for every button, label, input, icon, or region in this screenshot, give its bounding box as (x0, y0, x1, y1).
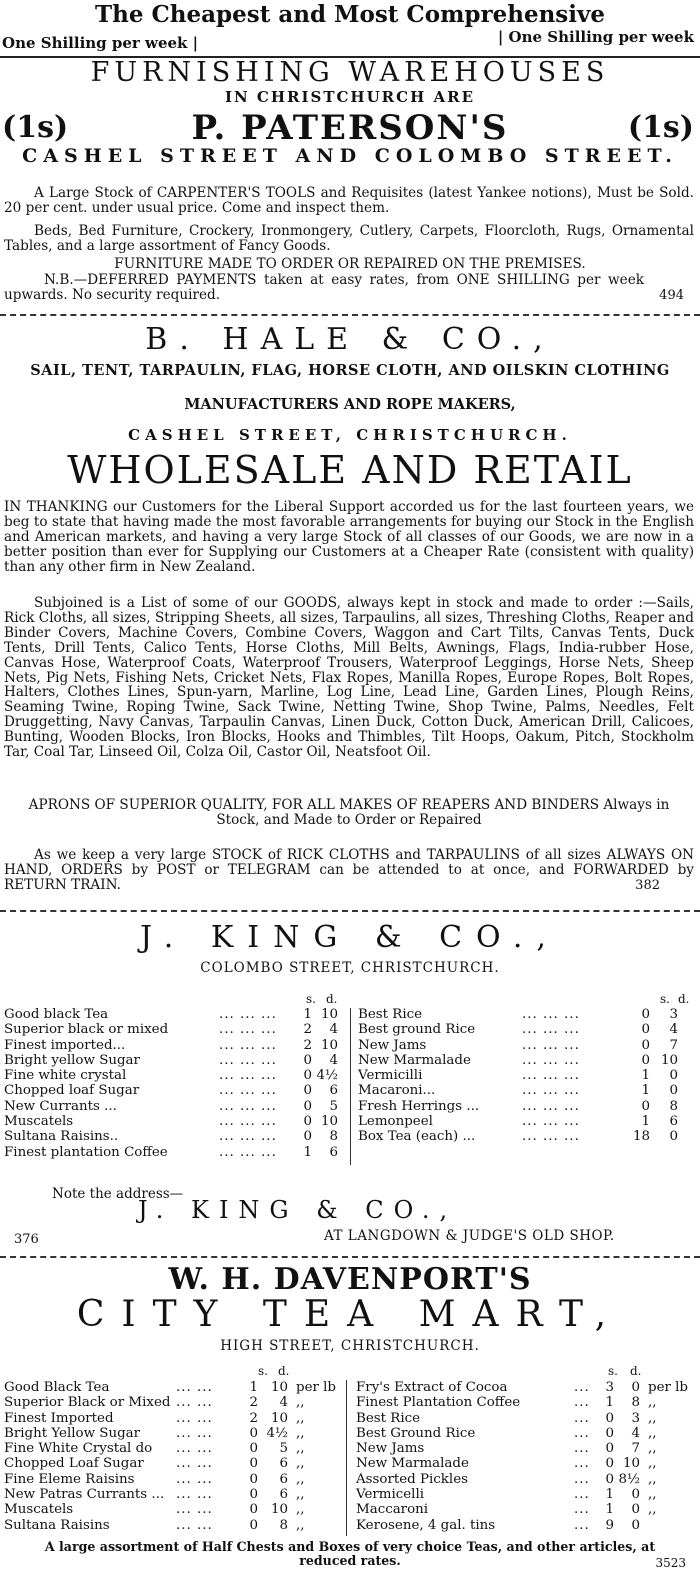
price-unit: ,, (296, 1410, 305, 1426)
price-shillings: 0 (249, 1502, 258, 1518)
king-col-s-right: s. (660, 992, 670, 1006)
item-name: Best Ground Rice (356, 1425, 476, 1441)
item-name: New Currants ... (4, 1098, 117, 1114)
davenport-col-d-left: d. (278, 1364, 290, 1378)
price-pence: 8 (329, 1129, 338, 1145)
price-row (4, 1129, 348, 1144)
price-row (358, 1007, 698, 1022)
price-row (4, 1114, 348, 1129)
davenport-col-s-right: s. (608, 1364, 618, 1378)
price-pence: 0 (631, 1380, 640, 1395)
price-pence: 6 (279, 1487, 288, 1503)
paterson-address: CASHEL STREET AND COLOMBO STREET. (22, 145, 678, 167)
price-unit: ,, (296, 1441, 305, 1457)
divider (0, 314, 700, 316)
paterson-badge-left: (1s) (2, 110, 69, 145)
leader-dots: ... ... ... (219, 1068, 277, 1084)
price-shillings: 1 (641, 1083, 650, 1099)
item-name: Superior Black or Mixed (4, 1395, 171, 1411)
price-pence: 5 (329, 1098, 338, 1114)
king-col-d-right: d. (678, 992, 690, 1006)
davenport-right-list (356, 1380, 698, 1533)
item-name: New Patras Currants ... (4, 1487, 165, 1503)
item-name: Lemonpeel (358, 1114, 433, 1130)
paterson-subtitle: IN CHRISTCHURCH ARE (224, 88, 476, 106)
davenport-address: HIGH STREET, CHRISTCHURCH. (220, 1338, 480, 1354)
price-row (358, 1038, 698, 1053)
leader-dots: ... ... ... (522, 1083, 580, 1099)
price-shillings: 0 (303, 1114, 312, 1130)
price-shillings: 1 (605, 1487, 614, 1503)
leader-dots: ... ... ... (219, 1022, 277, 1038)
davenport-title: CITY TEA MART, (76, 1294, 624, 1335)
price-pence: 10 (320, 1007, 338, 1022)
price-row (356, 1472, 698, 1487)
price-shillings: 2 (303, 1022, 312, 1038)
price-row (356, 1502, 698, 1517)
item-name: Bright Yellow Sugar (4, 1425, 141, 1441)
price-row (358, 1022, 698, 1037)
price-row (356, 1487, 698, 1502)
hale-name: B. HALE & CO., (145, 322, 555, 357)
leader-dots: ... (574, 1425, 590, 1441)
price-pence: 4 (631, 1425, 640, 1441)
price-unit: ,, (296, 1395, 305, 1411)
leader-dots: ... (574, 1410, 590, 1426)
paterson-price-left: One Shilling per week | (2, 34, 199, 52)
king-ref: 376 (14, 1232, 39, 1247)
price-pence: 8 (669, 1098, 678, 1114)
item-name: Vermicelli (356, 1487, 425, 1503)
price-pence: 7 (631, 1441, 640, 1457)
paterson-para-4: N.B.—DEFERRED PAYMENTS taken at easy rates, from ONE SHILLING per week upwards. No security required. (4, 272, 644, 303)
price-shillings: 0 (605, 1441, 614, 1457)
price-row (4, 1502, 344, 1517)
price-unit: per lb (296, 1380, 337, 1395)
leader-dots: ... ... ... (219, 1114, 277, 1130)
item-name: Kerosene, 4 gal. tins (356, 1517, 496, 1533)
price-shillings: 0 (605, 1425, 614, 1441)
price-pence: 8½ (618, 1471, 640, 1487)
paterson-para-1: A Large Stock of CARPENTER'S TOOLS and Requisites (latest Yankee notions), Must be Sold. 20 per cent. under usual price. Come and inspect them. (4, 185, 694, 216)
price-row (4, 1411, 344, 1426)
price-pence: 6 (669, 1114, 678, 1130)
price-row (4, 1145, 348, 1160)
item-name: Bright yellow Sugar (4, 1052, 140, 1068)
leader-dots: ... ... ... (522, 1022, 580, 1038)
column-divider (346, 1380, 347, 1536)
price-row (4, 1380, 344, 1395)
paterson-headline: The Cheapest and Most Comprehensive (94, 1, 605, 28)
price-pence: 7 (669, 1037, 678, 1053)
price-shillings: 0 (641, 1007, 650, 1022)
leader-dots: ... ... ... (522, 1114, 580, 1130)
paterson-badge-right: (1s) (627, 110, 694, 145)
price-row (356, 1518, 698, 1533)
price-pence: 6 (279, 1471, 288, 1487)
price-unit: ,, (648, 1410, 657, 1426)
item-name: Superior black or mixed (4, 1022, 169, 1038)
price-pence: 4 (329, 1022, 338, 1038)
price-row (358, 1099, 698, 1114)
price-unit: ,, (648, 1441, 657, 1457)
price-shillings: 0 (605, 1410, 614, 1426)
price-pence: 6 (329, 1144, 338, 1160)
price-unit: ,, (648, 1395, 657, 1411)
leader-dots: ... ... ... (522, 1098, 580, 1114)
price-pence: 0 (631, 1487, 640, 1503)
price-pence: 0 (631, 1502, 640, 1518)
price-shillings: 0 (303, 1098, 312, 1114)
price-pence: 10 (270, 1380, 288, 1395)
davenport-left-list (4, 1380, 344, 1533)
leader-dots: ... ... ... (219, 1007, 277, 1022)
price-pence: 4½ (316, 1068, 338, 1084)
price-pence: 10 (622, 1456, 640, 1472)
price-pence: 5 (279, 1441, 288, 1457)
leader-dots: ... ... (176, 1471, 213, 1487)
price-row (4, 1441, 344, 1456)
price-shillings: 0 (303, 1068, 312, 1084)
leader-dots: ... ... ... (522, 1007, 580, 1022)
price-shillings: 3 (605, 1380, 614, 1395)
price-unit: ,, (296, 1456, 305, 1472)
item-name: Best Rice (356, 1410, 421, 1426)
price-pence: 10 (270, 1502, 288, 1518)
item-name: Maccaroni (356, 1502, 429, 1518)
leader-dots: ... ... (176, 1425, 213, 1441)
price-shillings: 0 (249, 1425, 258, 1441)
price-unit: ,, (296, 1517, 305, 1533)
price-row (356, 1426, 698, 1441)
price-pence: 0 (669, 1083, 678, 1099)
leader-dots: ... ... (176, 1487, 213, 1503)
price-pence: 4 (329, 1052, 338, 1068)
price-row (356, 1441, 698, 1456)
leader-dots: ... ... ... (219, 1037, 277, 1053)
leader-dots: ... ... ... (522, 1052, 580, 1068)
price-unit: ,, (648, 1471, 657, 1487)
price-row (4, 1022, 348, 1037)
price-pence: 0 (669, 1129, 678, 1145)
price-pence: 10 (320, 1114, 338, 1130)
davenport-col-s-left: s. (258, 1364, 268, 1378)
item-name: New Marmalade (358, 1052, 471, 1068)
price-shillings: 0 (641, 1022, 650, 1038)
price-row (358, 1068, 698, 1083)
price-row (4, 1518, 344, 1533)
price-unit: ,, (648, 1425, 657, 1441)
leader-dots: ... ... ... (219, 1098, 277, 1114)
price-row (356, 1456, 698, 1471)
price-shillings: 0 (303, 1083, 312, 1099)
price-row (358, 1053, 698, 1068)
king-location: AT LANGDOWN & JUDGE'S OLD SHOP. (324, 1228, 615, 1244)
item-name: Good black Tea (4, 1007, 109, 1022)
price-shillings: 0 (641, 1098, 650, 1114)
leader-dots: ... (574, 1456, 590, 1472)
leader-dots: ... ... ... (522, 1037, 580, 1053)
price-pence: 4½ (266, 1425, 288, 1441)
item-name: Sultana Raisins.. (4, 1129, 119, 1145)
hale-para-1: IN THANKING our Customers for the Liberal Support accorded us for the last fourteen years, we beg to state that having made the most favorable arrangements for buying our Stock in the English and American markets, and having a very large Stock of all classes of our Goods, we are now in a better position than ever for Supplying our Customers at a Cheaper Rate (consistent with quality) than any other firm in New Zealand. (4, 499, 694, 575)
leader-dots: ... ... ... (219, 1144, 277, 1160)
price-row (356, 1411, 698, 1426)
king-col-s-left: s. (306, 992, 316, 1006)
leader-dots: ... ... ... (522, 1068, 580, 1084)
item-name: New Jams (356, 1441, 425, 1457)
price-row (4, 1456, 344, 1471)
item-name: Box Tea (each) ... (358, 1129, 476, 1145)
price-unit: ,, (296, 1425, 305, 1441)
item-name: Finest Imported (4, 1410, 114, 1426)
price-row (358, 1129, 698, 1144)
leader-dots: ... (574, 1395, 590, 1411)
leader-dots: ... ... (176, 1395, 213, 1411)
hale-para-3: APRONS OF SUPERIOR QUALITY, FOR ALL MAKES OF REAPERS AND BINDERS Always in Stock, and Made to Order or Repaired (28, 797, 670, 828)
price-shillings: 0 (605, 1456, 614, 1472)
price-shillings: 0 (249, 1517, 258, 1533)
price-shillings: 0 (641, 1037, 650, 1053)
hale-para-2: Subjoined is a List of some of our GOODS, always kept in stock and made to order :—Sails, Rick Cloths, all sizes, Stripping Sheets, all sizes, Tarpaulins, all sizes, Threshing Cloths, Reaper and Binder Covers, Machine Covers, Combine Covers, Waggon and Cart Tilts, Canvas Tents, Duck Tents, Drill Tents, Calico Tents, Horse Cloths, Mill Belts, Awnings, Flags, India-rubber Hose, Canvas Hose, Waterproof Coats, Waterproof Trousers, Waterproof Leggings, Horse Nets, Sheep Nets, Pig Nets, Fishing Nets, Cricket Nets, Flax Ropes, Manilla Ropes, Europe Ropes, Bolt Ropes, Halters, Clothes Lines, Spun-yarn, Marline, Log Line, Lead Line, Garden Lines, Plough Reins, Seaming Twine, Roping Twine, Sack Twine, Netting Twine, Shop Twine, Palms, Needles, Felt Druggetting, Navy Canvas, Tarpaulin Canvas, Linen Duck, Cotton Duck, American Drill, Calicoes, Bunting, Wooden Blocks, Iron Blocks, Hooks and Thimbles, Tilt Hoops, Oakum, Pitch, Stockholm Tar, Coal Tar, Linseed Oil, Colza Oil, Castor Oil, Neatsfoot Oil. (4, 595, 694, 761)
hale-title: WHOLESALE AND RETAIL (67, 448, 633, 492)
price-shillings: 1 (249, 1380, 258, 1395)
leader-dots: ... (574, 1380, 590, 1395)
leader-dots: ... ... ... (522, 1129, 580, 1145)
item-name: Good Black Tea (4, 1380, 110, 1395)
price-pence: 6 (279, 1456, 288, 1472)
price-row (4, 1007, 348, 1022)
item-name: Fine white crystal (4, 1068, 127, 1084)
price-row (358, 1114, 698, 1129)
item-name: Finest Plantation Coffee (356, 1395, 521, 1411)
item-name: New Jams (358, 1037, 427, 1053)
hale-ref: 382 (635, 878, 660, 893)
price-pence: 8 (631, 1395, 640, 1411)
item-name: Fresh Herrings ... (358, 1098, 480, 1114)
price-pence: 4 (279, 1395, 288, 1411)
item-name: Finest imported... (4, 1037, 126, 1053)
leader-dots: ... ... ... (219, 1083, 277, 1099)
price-shillings: 2 (249, 1395, 258, 1411)
price-shillings: 1 (641, 1068, 650, 1084)
hale-line-2: MANUFACTURERS AND ROPE MAKERS, (184, 396, 516, 413)
leader-dots: ... (574, 1487, 590, 1503)
price-unit: ,, (296, 1471, 305, 1487)
davenport-ref: 3523 (655, 1556, 686, 1570)
item-name: Chopped loaf Sugar (4, 1083, 140, 1099)
king-note: Note the address— (52, 1186, 184, 1202)
king-name: J. KING & CO., (140, 920, 560, 955)
leader-dots: ... ... ... (219, 1129, 277, 1145)
column-divider (350, 1008, 351, 1165)
leader-dots: ... ... (176, 1517, 213, 1533)
item-name: Fine White Crystal do (4, 1441, 153, 1457)
leader-dots: ... (574, 1517, 590, 1533)
price-pence: 4 (669, 1022, 678, 1038)
price-row (4, 1038, 348, 1053)
davenport-name: W. H. DAVENPORT'S (168, 1262, 532, 1297)
price-shillings: 0 (249, 1471, 258, 1487)
price-row (356, 1380, 698, 1395)
price-shillings: 1 (605, 1502, 614, 1518)
price-shillings: 0 (641, 1052, 650, 1068)
leader-dots: ... (574, 1502, 590, 1518)
paterson-para-3: FURNITURE MADE TO ORDER OR REPAIRED ON THE PREMISES. (114, 256, 586, 272)
price-pence: 10 (270, 1410, 288, 1426)
price-shillings: 0 (303, 1129, 312, 1145)
item-name: Fine Eleme Raisins (4, 1471, 135, 1487)
price-unit: ,, (648, 1502, 657, 1518)
price-row (4, 1487, 344, 1502)
item-name: Best Rice (358, 1007, 423, 1022)
divider (0, 910, 700, 912)
item-name: Macaroni... (358, 1083, 436, 1099)
price-shillings: 1 (605, 1395, 614, 1411)
item-name: Muscatels (4, 1114, 74, 1130)
price-shillings: 1 (303, 1144, 312, 1160)
leader-dots: ... ... (176, 1456, 213, 1472)
price-pence: 0 (669, 1068, 678, 1084)
price-row (4, 1426, 344, 1441)
leader-dots: ... ... (176, 1502, 213, 1518)
divider (0, 1256, 700, 1258)
item-name: Sultana Raisins (4, 1517, 110, 1533)
item-name: Chopped Loaf Sugar (4, 1456, 144, 1472)
price-unit: per lb (648, 1380, 689, 1395)
leader-dots: ... ... ... (219, 1052, 277, 1068)
price-shillings: 9 (605, 1517, 614, 1533)
price-pence: 6 (329, 1083, 338, 1099)
price-row (356, 1395, 698, 1410)
paterson-name: P. PATERSON'S (191, 108, 509, 148)
item-name: Fry's Extract of Cocoa (356, 1380, 508, 1395)
item-name: Best ground Rice (358, 1022, 476, 1038)
king-left-list (4, 1007, 348, 1160)
price-unit: ,, (296, 1487, 305, 1503)
price-shillings: 1 (303, 1007, 312, 1022)
item-name: Assorted Pickles (356, 1471, 468, 1487)
leader-dots: ... (574, 1441, 590, 1457)
leader-dots: ... (574, 1471, 590, 1487)
davenport-footer: A large assortment of Half Chests and Boxes of very choice Teas, and other articles, at reduced rates. (44, 1539, 656, 1568)
price-pence: 3 (669, 1007, 678, 1022)
price-row (4, 1053, 348, 1068)
price-shillings: 0 (303, 1052, 312, 1068)
item-name: Vermicilli (358, 1068, 423, 1084)
price-unit: ,, (296, 1502, 305, 1518)
king-name-2: J. KING & CO., (138, 1196, 458, 1224)
price-pence: 10 (660, 1052, 678, 1068)
price-row (4, 1472, 344, 1487)
price-shillings: 18 (632, 1129, 650, 1145)
king-right-list (358, 1007, 698, 1145)
price-row (4, 1068, 348, 1083)
price-shillings: 0 (605, 1471, 614, 1487)
price-shillings: 2 (249, 1410, 258, 1426)
king-col-d-left: d. (326, 992, 338, 1006)
price-row (4, 1099, 348, 1114)
price-shillings: 0 (249, 1441, 258, 1457)
paterson-ref: 494 (659, 288, 684, 303)
price-unit: ,, (648, 1487, 657, 1503)
leader-dots: ... ... (176, 1441, 213, 1457)
price-shillings: 2 (303, 1037, 312, 1053)
paterson-para-2: Beds, Bed Furniture, Crockery, Ironmongery, Cutlery, Carpets, Floorcloth, Rugs, Ornamental Tables, and a large assortment of Fancy Goods. (4, 223, 694, 254)
price-shillings: 0 (249, 1456, 258, 1472)
price-pence: 0 (631, 1517, 640, 1533)
davenport-col-d-right: d. (630, 1364, 642, 1378)
leader-dots: ... ... (176, 1380, 213, 1395)
price-row (358, 1083, 698, 1098)
price-pence: 8 (279, 1517, 288, 1533)
price-row (4, 1083, 348, 1098)
king-address: COLOMBO STREET, CHRISTCHURCH. (200, 960, 500, 976)
hale-line-1: SAIL, TENT, TARPAULIN, FLAG, HORSE CLOTH, AND OILSKIN CLOTHING (30, 362, 670, 379)
price-unit: ,, (648, 1456, 657, 1472)
price-pence: 10 (320, 1037, 338, 1053)
price-shillings: 0 (249, 1487, 258, 1503)
hale-line-3: CASHEL STREET, CHRISTCHURCH. (128, 426, 572, 444)
paterson-title: FURNISHING WAREHOUSES (90, 57, 610, 88)
paterson-price-right: | One Shilling per week (497, 28, 694, 46)
hale-para-4: As we keep a very large STOCK of RICK CLOTHS and TARPAULINS of all sizes ALWAYS ON HAND, ORDERS by POST or TELEGRAM can be attended to at once, and FORWARDED by RETURN TRAIN. (4, 847, 694, 893)
item-name: Muscatels (4, 1502, 74, 1518)
price-shillings: 1 (641, 1114, 650, 1130)
item-name: Finest plantation Coffee (4, 1144, 168, 1160)
price-row (4, 1395, 344, 1410)
price-pence: 3 (631, 1410, 640, 1426)
item-name: New Marmalade (356, 1456, 469, 1472)
leader-dots: ... ... (176, 1410, 213, 1426)
